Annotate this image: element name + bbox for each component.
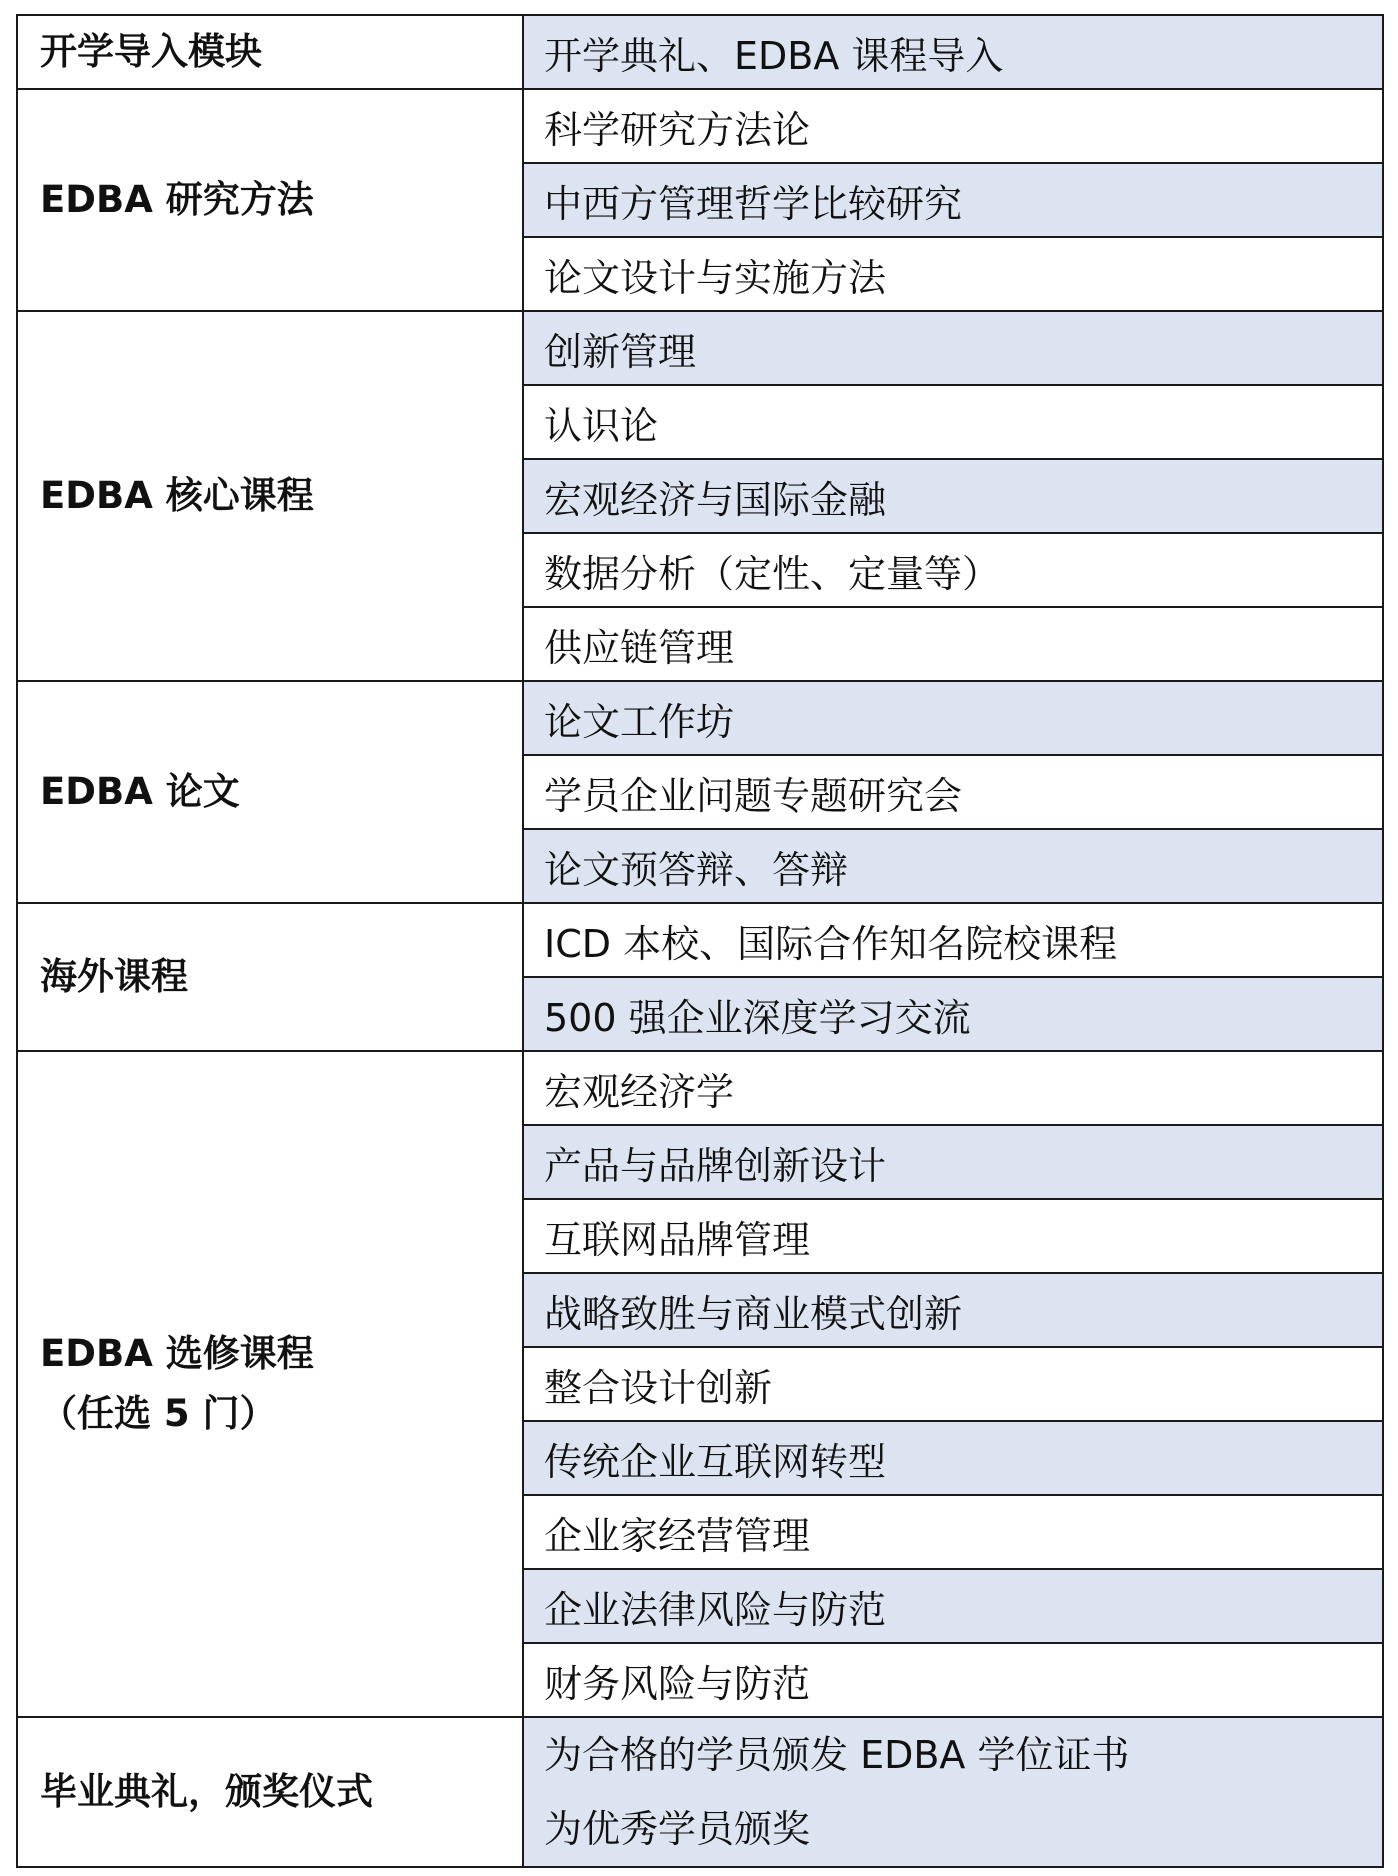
- course-name: 企业法律风险与防范: [544, 1587, 887, 1632]
- course-cell: [523, 1125, 1383, 1199]
- course-name: 中西方管理哲学比较研究: [544, 181, 963, 226]
- table-row: [17, 15, 1383, 89]
- module-cell: [17, 903, 523, 1051]
- course-cell: [523, 1421, 1383, 1495]
- module-cell: [17, 1717, 523, 1867]
- course-cell: [523, 459, 1383, 533]
- module-name: 开学导入模块: [40, 30, 262, 73]
- course-name: 为优秀学员颁奖: [544, 1807, 811, 1851]
- course-cell: [523, 607, 1383, 681]
- module-name: （任选 5 门）: [40, 1392, 277, 1435]
- course-name: 创新管理: [544, 329, 697, 374]
- course-name: 为合格的学员颁发 EDBA 学位证书: [544, 1733, 1130, 1777]
- course-name: 论文工作坊: [544, 699, 735, 744]
- course-name: 认识论: [544, 403, 659, 448]
- course-cell: [523, 1495, 1383, 1569]
- course-cell: [523, 89, 1383, 163]
- course-cell: [523, 977, 1383, 1051]
- course-cell: [523, 829, 1383, 903]
- course-name: 科学研究方法论: [544, 107, 811, 152]
- curriculum-table-body: [17, 15, 1383, 1867]
- module-name: EDBA 研究方法: [40, 178, 314, 221]
- course-name: 企业家经营管理: [544, 1513, 811, 1558]
- course-name: 数据分析（定性、定量等）: [544, 551, 1001, 596]
- course-name: 整合设计创新: [544, 1365, 773, 1410]
- course-cell: [523, 163, 1383, 237]
- module-cell: [17, 1051, 523, 1717]
- module-cell: [17, 681, 523, 903]
- table-row: [17, 311, 1383, 385]
- table-row: [17, 903, 1383, 977]
- course-cell: [523, 1347, 1383, 1421]
- course-cell: [523, 237, 1383, 311]
- table-row: [17, 681, 1383, 755]
- course-name: 互联网品牌管理: [544, 1217, 811, 1262]
- course-cell: [523, 15, 1383, 89]
- course-name: 战略致胜与商业模式创新: [544, 1291, 963, 1336]
- course-cell: [523, 1273, 1383, 1347]
- course-cell: [523, 1569, 1383, 1643]
- module-name: EDBA 论文: [40, 770, 240, 813]
- module-cell: [17, 89, 523, 311]
- course-name: 产品与品牌创新设计: [544, 1143, 887, 1188]
- course-name: 500 强企业深度学习交流: [544, 995, 971, 1040]
- curriculum-table: [16, 14, 1384, 1868]
- module-name: 毕业典礼，颁奖仪式: [40, 1770, 373, 1813]
- course-cell: [523, 385, 1383, 459]
- course-name: 开学典礼、EDBA 课程导入: [544, 33, 1004, 78]
- course-cell: [523, 903, 1383, 977]
- table-row: [17, 1051, 1383, 1125]
- table-row: [17, 1717, 1383, 1867]
- course-name: 宏观经济学: [544, 1069, 735, 1114]
- table-row: [17, 89, 1383, 163]
- course-cell: [523, 533, 1383, 607]
- course-name: 学员企业问题专题研究会: [544, 773, 963, 818]
- course-cell: [523, 1051, 1383, 1125]
- course-name: 财务风险与防范: [544, 1661, 811, 1706]
- course-name: 论文预答辩、答辩: [544, 847, 849, 892]
- course-cell: [523, 1643, 1383, 1717]
- course-name: ICD 本校、国际合作知名院校课程: [544, 921, 1118, 966]
- module-name: EDBA 核心课程: [40, 474, 314, 517]
- course-name: 论文设计与实施方法: [544, 255, 887, 300]
- course-cell: [523, 311, 1383, 385]
- course-cell: [523, 681, 1383, 755]
- module-cell: [17, 15, 523, 89]
- course-name: 供应链管理: [544, 625, 735, 670]
- course-cell: [523, 755, 1383, 829]
- course-name: 传统企业互联网转型: [544, 1439, 887, 1484]
- module-cell: [17, 311, 523, 681]
- course-cell: [523, 1717, 1383, 1867]
- course-name: 宏观经济与国际金融: [544, 477, 887, 522]
- module-name: EDBA 选修课程: [40, 1332, 314, 1375]
- course-cell: [523, 1199, 1383, 1273]
- module-name: 海外课程: [40, 955, 188, 998]
